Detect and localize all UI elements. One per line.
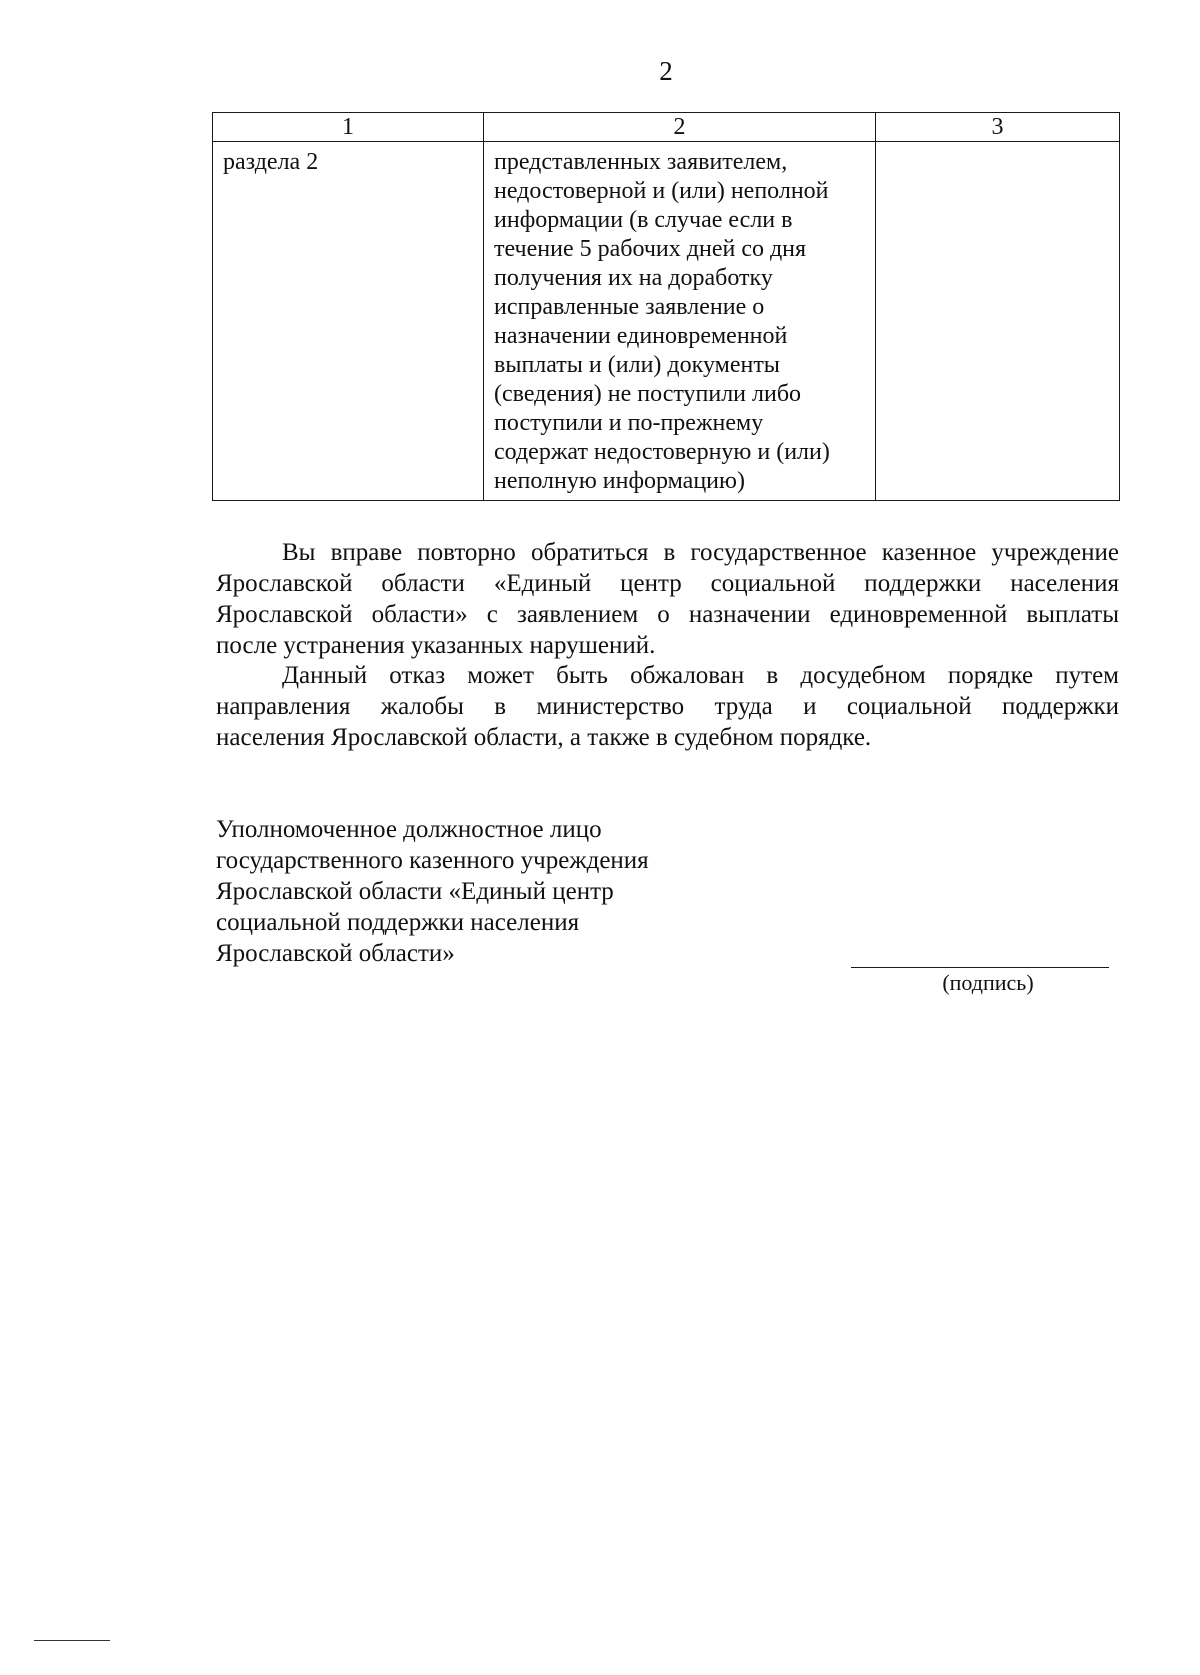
table-row [213,142,1120,501]
table-cell-line: раздела 2 [223,149,319,175]
document-table [212,112,1120,501]
table-cell-line: поступили и по-прежнему [494,410,764,436]
table-cell-line: недостоверной и (или) неполной [494,178,829,204]
table-cell-line: назначении единовременной [494,323,788,349]
paragraph-line: Вы вправе повторно обратиться в государственное казенное учреждение [282,539,1119,566]
signer-line: государственного казенного учреждения [216,847,649,874]
table-header-cell: 3 [876,113,1120,142]
table-header-row [213,113,1120,142]
paragraph-line: населения Ярославской области, а также в судебном порядке. [216,724,872,751]
footer-rule [34,1640,110,1641]
table-cell-line: (сведения) не поступили либо [494,381,802,407]
signature-caption: (подпись) [942,970,1034,995]
table-cell-reason [484,142,876,501]
table-cell-line: содержат недостоверную и (или) [494,439,830,465]
table-cell-line: информации (в случае если в [494,207,793,233]
signer-line: Уполномоченное должностное лицо [216,816,602,843]
table-cell-line: представленных заявителем, [494,149,788,175]
page-number: 2 [659,56,673,86]
signer-line: Ярославской области «Единый центр [216,878,614,905]
table-header-cell: 2 [484,113,876,142]
table-header-cell: 1 [213,113,484,142]
table-cell-empty [876,142,1120,501]
paragraph-appeal [216,660,1119,753]
paragraph-line: направления жалобы в министерство труда и социальной поддержки [216,693,1119,720]
table-cell-section [213,142,484,501]
table-cell-line: выплаты и (или) документы [494,352,780,378]
signer-line: Ярославской области» [216,940,455,967]
paragraph-line: Ярославской области» с заявлением о назначении единовременной выплаты [216,601,1119,628]
signature-line [851,967,1109,968]
paragraph-line: Ярославской области «Единый центр социальной поддержки населения [216,570,1119,597]
paragraph-reapply [216,537,1119,661]
signer-line: социальной поддержки населения [216,909,580,936]
table-cell-line: получения их на доработку [494,265,773,291]
table-cell-line: исправленные заявление о [494,294,765,320]
table-cell-line: неполную информацию) [494,468,745,494]
paragraph-line: после устранения указанных нарушений. [216,632,656,659]
paragraph-line: Данный отказ может быть обжалован в досудебном порядке путем [282,662,1119,689]
signer-block [216,814,649,969]
table-cell-line: течение 5 рабочих дней со дня [494,236,807,262]
